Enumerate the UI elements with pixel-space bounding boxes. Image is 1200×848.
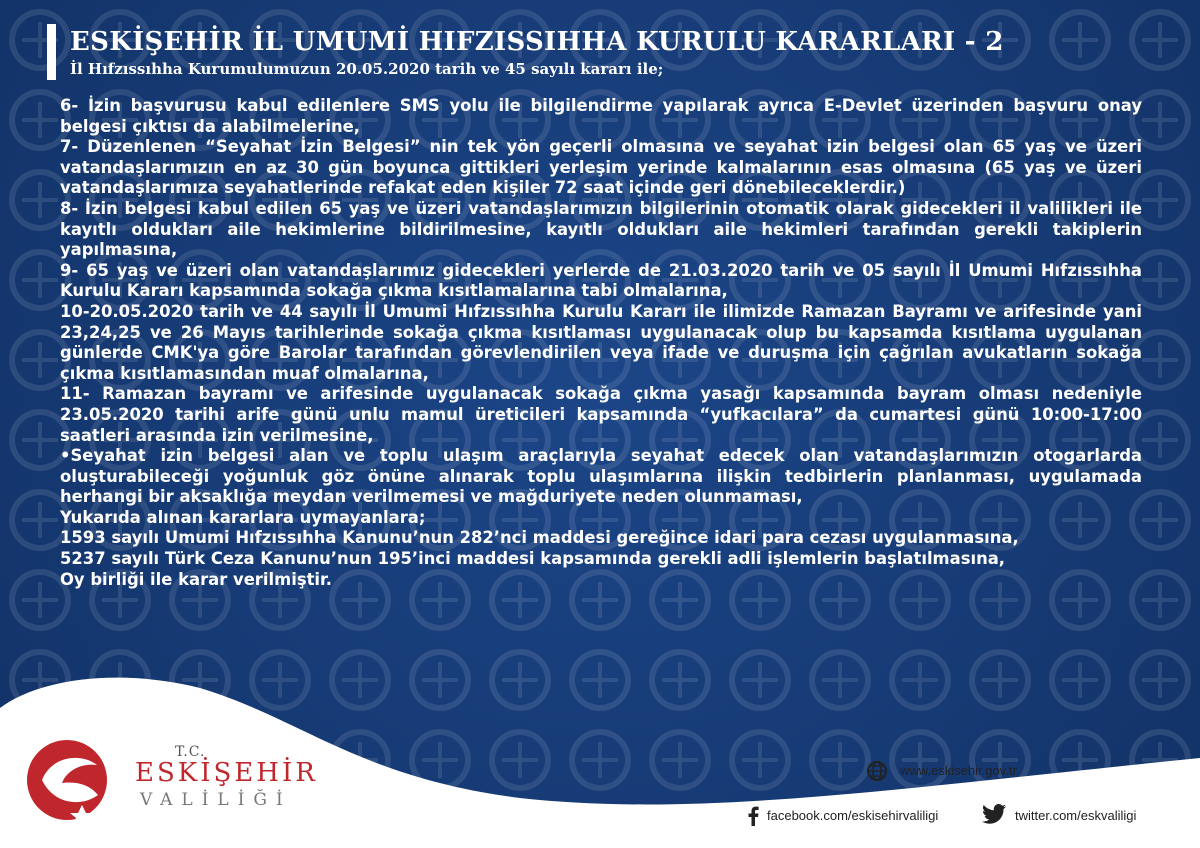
decision-text [60, 96, 1142, 590]
website-link[interactable]: www.eskisehir.gov.tr [900, 763, 1017, 778]
paragraph: •Seyahat izin belgesi alan ve toplu ulaşım araçlarıyla seyahat edecek olan vatandaşlarımızın otogarlarda oluşturabileceği yoğunluk göz önüne alınarak toplu ulaşımlarına ilişkin tedbirlerin planlanması, uygulamada herhangi bir aksaklığa meydan verilmemesi ve mağduriyete neden olunmaması, [60, 446, 1142, 507]
logo-subtitle: VALİLİĞİ [140, 790, 292, 810]
paragraph: 7- Düzenlenen “Seyahat İzin Belgesi” nin tek yön geçerli olmasına ve seyahat izin belgesi olan 65 yaş ve üzeri vatandaşlarımızın en az 30 gün boyunca gittikleri yerleşim yerinde kalmalarının esas olmasına (65 yaş ve üzeri vatandaşlarımıza seyahatlerinde refakat eden kişiler 72 saat içinde geri dönebileceklerdir.) [60, 137, 1142, 198]
paragraph: Oy birliği ile karar verilmiştir. [60, 569, 333, 589]
logo-tc: T.C. [175, 744, 206, 760]
facebook-link[interactable]: facebook.com/eskisehirvaliligi [767, 808, 939, 823]
logo-name: ESKİŞEHİR [135, 758, 318, 788]
page-title: ESKİŞEHİR İL UMUMİ HIFZISSIHHA KURULU KARARLARI - 2 [70, 27, 1004, 57]
twitter-icon [982, 804, 1006, 824]
valilik-logo-icon [22, 735, 117, 825]
paragraph: 11- Ramazan bayramı ve arifesinde uygulanacak sokağa çıkma yasağı kapsamında bayram olması nedeniyle 23.05.2020 tarihi arife günü unlu mamul üreticileri kapsamında “yufkacılara” da cumartesi günü 10:00-17:00 saatleri arasında izin verilmesine, [60, 384, 1142, 445]
paragraph: 5237 sayılı Türk Ceza Kanunu’nun 195’inci maddesi kapsamında gerekli adli işlemlerin başlatılmasına, [60, 549, 1006, 569]
title-accent-bar [47, 24, 56, 80]
paragraph: 6- İzin başvurusu kabul edilenlere SMS yolu ile bilgilendirme yapılarak ayrıca E-Devlet üzerinden başvuru onay belgesi çıktısı da alabilmelerine, [60, 96, 1142, 136]
paragraph: 8- İzin belgesi kabul edilen 65 yaş ve üzeri vatandaşlarımızın bilgilerinin otomatik olarak gidecekleri il valilikleri ile kayıtlı oldukları aile hekimlerine bildirilmesine, kayıtlı oldukları aile hekimleri tarafından gerekli takiplerin yapılmasına, [60, 198, 1142, 260]
paragraph: 9- 65 yaş ve üzeri olan vatandaşlarımız gidecekleri yerlerde de 21.03.2020 tarih ve 05 sayılı İl Umumi Hıfzıssıhha Kurulu Kararı kapsamında sokağa çıkma kısıtlamalarına tabi olmalarına, [60, 260, 1142, 301]
page-subtitle: İl Hıfzıssıhha Kurumulumuzun 20.05.2020 tarih ve 45 sayılı kararı ile; [70, 60, 664, 78]
twitter-link[interactable]: twitter.com/eskvaliligi [1015, 808, 1137, 823]
facebook-icon [746, 806, 760, 826]
paragraph: 1593 sayılı Umumi Hıfzıssıhha Kanunu’nun 282’nci maddesi gereğince idari para cezası uygulanmasına, [60, 528, 1019, 548]
globe-icon [866, 760, 888, 782]
paragraph: Yukarıda alınan kararlara uymayanlara; [60, 507, 426, 527]
paragraph: 10-20.05.2020 tarih ve 44 sayılı İl Umumi Hıfzıssıhha Kurulu Kararı ile ilimizde Ramazan Bayramı ve arifesinde yani 23,24,25 ve 26 Mayıs tarihlerinde sokağa çıkma kısıtlaması uygulanacak olup bu kapsamda kısıtlama uygulanan günlerde CMK'ya göre Barolar tarafından görevlendirilen veya ifade ve duruşma için çağrılan avukatların sokağa çıkma kısıtlamasından muaf olmalarına, [60, 301, 1142, 383]
